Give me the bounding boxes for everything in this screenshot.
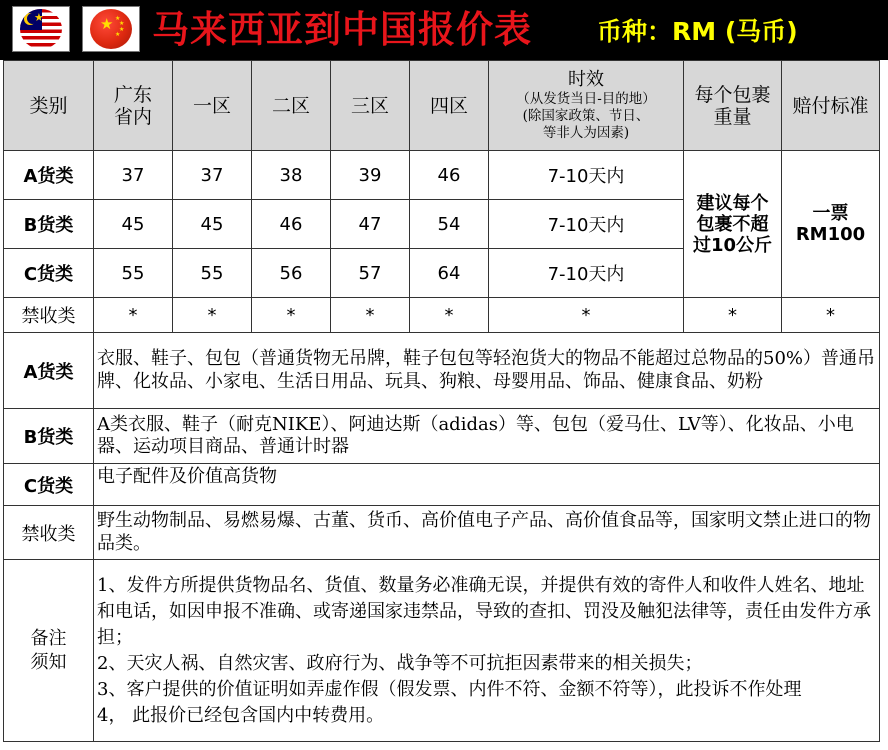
banned-cell: * [410, 298, 489, 333]
price-zone4: 46 [410, 151, 489, 200]
price-zone1: 45 [173, 200, 252, 249]
description-text: A类衣服、鞋子（耐克NIKE）、阿迪达斯（adidas）等、包包（爱马仕、LV等）、化妆品、小电器、运动项目商品、普通计时器 [94, 409, 880, 464]
description-row [4, 409, 880, 464]
banned-cell: * [173, 298, 252, 333]
description-row [4, 464, 880, 506]
price-zone2: 56 [252, 249, 331, 298]
description-text: 衣服、鞋子、包包（普通货物无吊牌，鞋子包包等轻泡货大的物品不能超过总物品的50%）普通吊牌、化妆品、小家电、生活日用品、玩具、狗粮、母婴用品、饰品、健康食品、奶粉 [94, 333, 880, 409]
price-zone3: 57 [331, 249, 410, 298]
header-guangdong: 广东 省内 [94, 61, 173, 151]
banned-cell: * [684, 298, 782, 333]
header-row [4, 61, 880, 151]
description-text: 野生动物制品、易燃易爆、古董、货币、高价值电子产品、高价值食品等，国家明文禁止进口的物品类。 [94, 506, 880, 560]
price-guangdong: 45 [94, 200, 173, 249]
row-category: C货类 [4, 249, 94, 298]
delivery-time: 7-10天内 [489, 249, 684, 298]
header-timing [489, 61, 684, 151]
header-bar [0, 0, 888, 60]
price-zone1: 37 [173, 151, 252, 200]
page-title: 马来西亚到中国报价表 [152, 7, 532, 51]
price-guangdong: 37 [94, 151, 173, 200]
malaysia-flag-icon: ★ [12, 6, 70, 52]
description-category: B货类 [4, 409, 94, 464]
row-category: 禁收类 [4, 298, 94, 333]
price-zone4: 64 [410, 249, 489, 298]
price-zone1: 55 [173, 249, 252, 298]
delivery-time: 7-10天内 [489, 151, 684, 200]
price-zone3: 39 [331, 151, 410, 200]
currency-label: 币种：RM (马币) [597, 17, 798, 46]
banned-cell: * [252, 298, 331, 333]
header-zone3: 三区 [331, 61, 410, 151]
banned-cell: * [489, 298, 684, 333]
notes-label: 备注 须知 [4, 560, 94, 742]
price-guangdong: 55 [94, 249, 173, 298]
price-zone2: 46 [252, 200, 331, 249]
header-zone1: 一区 [173, 61, 252, 151]
price-zone4: 54 [410, 200, 489, 249]
banned-cell: * [331, 298, 410, 333]
header-zone2: 二区 [252, 61, 331, 151]
price-zone2: 38 [252, 151, 331, 200]
row-category: A货类 [4, 151, 94, 200]
description-category: A货类 [4, 333, 94, 409]
header-weight: 每个包裹 重量 [684, 61, 782, 151]
header-category: 类别 [4, 61, 94, 151]
description-row [4, 506, 880, 560]
notes-row [4, 560, 880, 742]
banned-cell: * [94, 298, 173, 333]
compensation-note: 一票 RM100 [782, 151, 880, 298]
weight-note: 建议每个 包裹不超 过10公斤 [684, 151, 782, 298]
header-zone4: 四区 [410, 61, 489, 151]
header-compensation: 赔付标准 [782, 61, 880, 151]
description-category: 禁收类 [4, 506, 94, 560]
price-zone3: 47 [331, 200, 410, 249]
notes-text: 1、发件方所提供货物品名、货值、数量务必准确无误，并提供有效的寄件人和收件人姓名、地址和电话，如因申报不准确、或寄递国家违禁品，导致的查扣、罚没及触犯法律等，责任由发件方承担； 2、天灾人祸、自然灾害、政府行为、战争等不可抗拒因素带来的相关损失； 3、客户提供的价值证明如弄虚作假（假发票、内件不符、金额不符等），此投诉不作处理 4， 此报价已经包含国内中转费用。 [94, 560, 880, 742]
description-row [4, 333, 880, 409]
description-category: C货类 [4, 464, 94, 506]
banned-cell: * [782, 298, 880, 333]
banned-row [4, 298, 880, 333]
row-category: B货类 [4, 200, 94, 249]
header-timing-note: （从发货当日-目的地） (除国家政策、节日、 等非人为因素) [516, 91, 656, 141]
table-row [4, 151, 880, 200]
header-timing-title: 时效 [568, 69, 604, 90]
price-table [3, 60, 880, 742]
delivery-time: 7-10天内 [489, 200, 684, 249]
description-text: 电子配件及价值高货物 [94, 464, 880, 506]
china-flag-icon: ★ ★ ★ ★ ★ [82, 6, 140, 52]
